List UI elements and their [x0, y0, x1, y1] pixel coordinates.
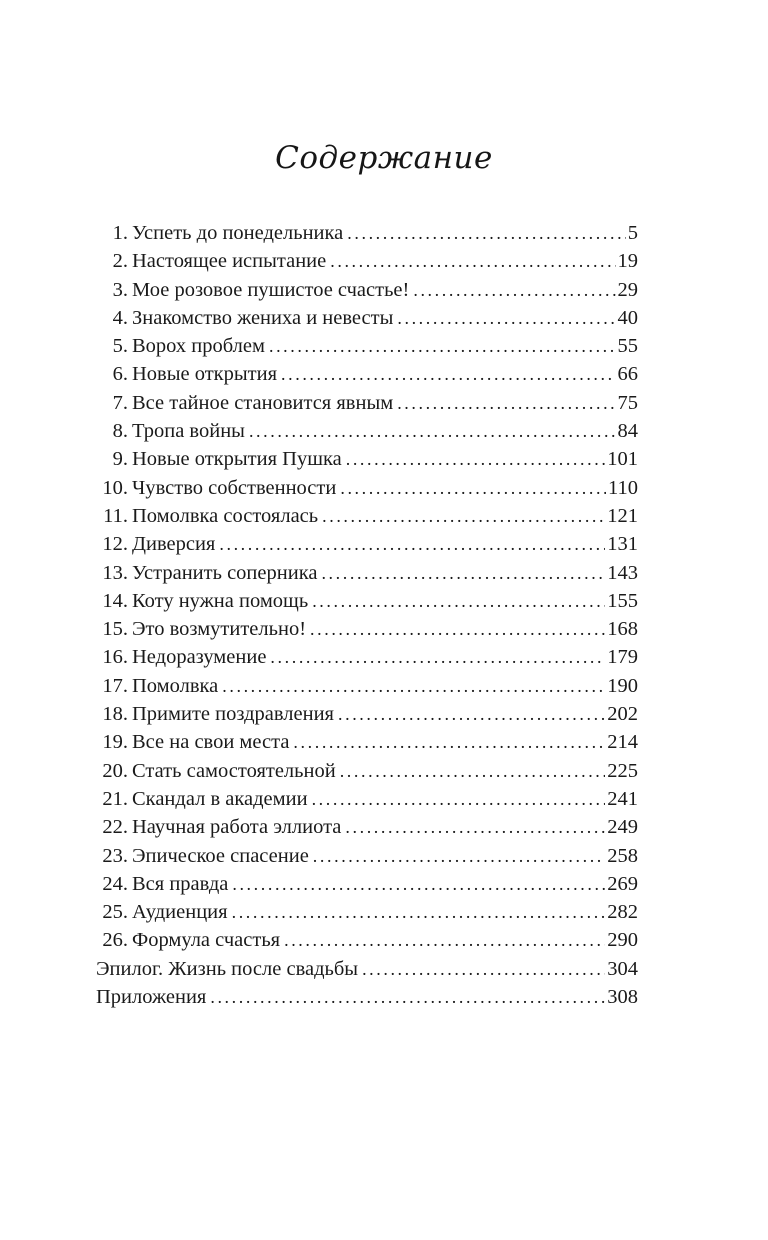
toc-entry-page-number: 55	[617, 335, 638, 358]
toc-entry-number: 6.	[112, 363, 128, 386]
toc-entry	[96, 672, 638, 700]
toc-entry-title: Устранить соперника	[132, 561, 318, 584]
toc-entry-title: Эпическое спасение	[132, 844, 309, 867]
dot-leader	[340, 757, 606, 785]
toc-entry-page-number: 101	[607, 448, 638, 471]
toc-entry-number: 26.	[102, 929, 128, 952]
toc-entry-number: 12.	[102, 533, 128, 556]
toc-entry-title: Формула счастья	[132, 929, 281, 952]
dot-leader	[312, 587, 605, 615]
dot-leader	[270, 643, 605, 671]
toc-entry-title: Новые открытия	[132, 363, 278, 386]
toc-entry	[96, 700, 638, 728]
table-of-contents	[96, 219, 638, 1011]
page-title: Содержание	[275, 140, 493, 176]
toc-entry-page-number: 202	[607, 703, 638, 726]
dot-leader	[347, 219, 625, 247]
dot-leader	[338, 700, 605, 728]
toc-entry-title: Все на свои места	[132, 731, 290, 754]
dot-leader	[413, 276, 615, 304]
toc-entry-title: Настоящее испытание	[132, 250, 327, 273]
toc-entry-title: Помолвка	[132, 674, 219, 697]
toc-entry	[96, 785, 638, 813]
dot-leader	[397, 304, 615, 332]
dot-leader	[321, 559, 605, 587]
toc-entry-number: 3.	[112, 278, 128, 301]
toc-entry	[96, 643, 638, 671]
dot-leader	[362, 955, 605, 983]
toc-entry	[96, 615, 638, 643]
toc-entry-number: 20.	[102, 759, 128, 782]
toc-entry-number: 4.	[112, 306, 128, 329]
toc-entry-title: Это возмутительно!	[132, 618, 307, 641]
dot-leader	[219, 530, 605, 558]
toc-entry-number: 24.	[102, 872, 128, 895]
toc-entry	[96, 530, 638, 558]
toc-entry-page-number: 214	[607, 731, 638, 754]
toc-entry-title: Коту нужна помощь	[132, 589, 309, 612]
toc-entry-title: Тропа войны	[132, 420, 245, 443]
dot-leader	[232, 870, 605, 898]
toc-entry-number: 2.	[112, 250, 128, 273]
toc-entry-number: 14.	[102, 589, 128, 612]
toc-entry	[96, 587, 638, 615]
toc-entry-number: 10.	[102, 476, 128, 499]
toc-entry-title: Скандал в академии	[132, 787, 308, 810]
dot-leader	[340, 474, 606, 502]
toc-entry-title: Знакомство жениха и невесты	[132, 306, 394, 329]
toc-entry-page-number: 241	[607, 787, 638, 810]
toc-entry	[96, 360, 638, 388]
toc-entry-title: Вся правда	[132, 872, 229, 895]
dot-leader	[312, 785, 606, 813]
toc-entry	[96, 502, 638, 530]
toc-entry	[96, 728, 638, 756]
toc-entry-number: 16.	[102, 646, 128, 669]
toc-entry-page-number: 29	[617, 278, 638, 301]
toc-entry-number: 15.	[102, 618, 128, 641]
toc-entry-number: 18.	[102, 703, 128, 726]
toc-entry-title: Чувство собственности	[132, 476, 337, 499]
toc-entry-title: Ворох проблем	[132, 335, 265, 358]
toc-entry-number: 25.	[102, 901, 128, 924]
dot-leader	[281, 360, 615, 388]
toc-entry-page-number: 282	[607, 901, 638, 924]
toc-entry-page-number: 110	[608, 476, 638, 499]
dot-leader	[284, 926, 605, 954]
dot-leader	[322, 502, 605, 530]
toc-entry-page-number: 168	[607, 618, 638, 641]
toc-entry	[96, 842, 638, 870]
toc-entry-title: Мое розовое пушистое счастье!	[132, 278, 410, 301]
dot-leader	[293, 728, 605, 756]
toc-entry-title: Недоразумение	[132, 646, 267, 669]
toc-entry-number: 23.	[102, 844, 128, 867]
toc-entry-number: 1.	[112, 222, 128, 244]
dot-leader	[313, 842, 605, 870]
toc-entry-number: 9.	[112, 448, 128, 471]
toc-entry-page-number: 19	[617, 250, 638, 273]
toc-entry-page-number: 75	[617, 391, 638, 414]
toc-entry-number: 13.	[102, 561, 128, 584]
toc-entry-number: 7.	[112, 391, 128, 414]
toc-entry	[96, 983, 638, 1011]
toc-entry	[96, 870, 638, 898]
toc-entry-number: 11.	[103, 504, 128, 527]
toc-entry-page-number: 121	[607, 504, 638, 527]
toc-entry-title: Научная работа эллиота	[132, 816, 342, 839]
dot-leader	[330, 247, 615, 275]
toc-entry-page-number: 131	[607, 533, 638, 556]
toc-entry-title: Примите поздравления	[132, 703, 334, 726]
toc-entry-number: 22.	[102, 816, 128, 839]
toc-entry-number: 19.	[102, 731, 128, 754]
toc-entry-title: Приложения	[96, 986, 207, 1009]
dot-leader	[346, 445, 606, 473]
toc-entry-page-number: 269	[607, 872, 638, 895]
toc-entry	[96, 926, 638, 954]
toc-entry	[96, 219, 638, 247]
toc-entry	[96, 389, 638, 417]
toc-entry-page-number: 258	[607, 844, 638, 867]
dot-leader	[249, 417, 616, 445]
toc-entry-title: Все тайное становится явным	[132, 391, 394, 414]
toc-entry-page-number: 179	[607, 646, 638, 669]
toc-entry	[96, 247, 638, 275]
toc-entry	[96, 304, 638, 332]
toc-entry-page-number: 225	[607, 759, 638, 782]
toc-entry-number: 5.	[112, 335, 128, 358]
toc-entry-title: Успеть до понедельника	[132, 222, 344, 244]
dot-leader	[222, 672, 605, 700]
dot-leader	[310, 615, 605, 643]
toc-entry-page-number: 308	[607, 986, 638, 1009]
toc-entry-title: Диверсия	[132, 533, 216, 556]
dot-leader	[232, 898, 606, 926]
toc-entry	[96, 417, 638, 445]
toc-entry	[96, 559, 638, 587]
toc-entry-page-number: 84	[617, 420, 638, 443]
toc-entry-number: 21.	[102, 787, 128, 810]
toc-entry	[96, 474, 638, 502]
toc-entry-page-number: 40	[617, 306, 638, 329]
toc-entry-title: Новые открытия Пушка	[132, 448, 342, 471]
toc-entry	[96, 445, 638, 473]
toc-entry-page-number: 143	[607, 561, 638, 584]
toc-entry-number: 8.	[112, 420, 128, 443]
toc-entry-page-number: 190	[607, 674, 638, 697]
toc-entry	[96, 332, 638, 360]
dot-leader	[397, 389, 615, 417]
toc-entry-page-number: 304	[607, 957, 638, 980]
dot-leader	[269, 332, 616, 360]
toc-entry	[96, 955, 638, 983]
toc-entry-page-number: 249	[607, 816, 638, 839]
toc-entry-title: Аудиенция	[132, 901, 228, 924]
toc-entry	[96, 813, 638, 841]
dot-leader	[210, 983, 605, 1011]
dot-leader	[345, 813, 605, 841]
toc-entry-page-number: 290	[607, 929, 638, 952]
toc-entry-title: Стать самостоятельной	[132, 759, 336, 782]
toc-entry-title: Эпилог. Жизнь после свадьбы	[96, 957, 359, 980]
toc-entry	[96, 757, 638, 785]
toc-entry-page-number: 155	[607, 589, 638, 612]
toc-entry	[96, 898, 638, 926]
toc-entry-number: 17.	[102, 674, 128, 697]
toc-entry-page-number: 66	[617, 363, 638, 386]
toc-entry-page-number: 5	[627, 222, 638, 244]
toc-entry	[96, 276, 638, 304]
toc-entry-title: Помолвка состоялась	[132, 504, 319, 527]
